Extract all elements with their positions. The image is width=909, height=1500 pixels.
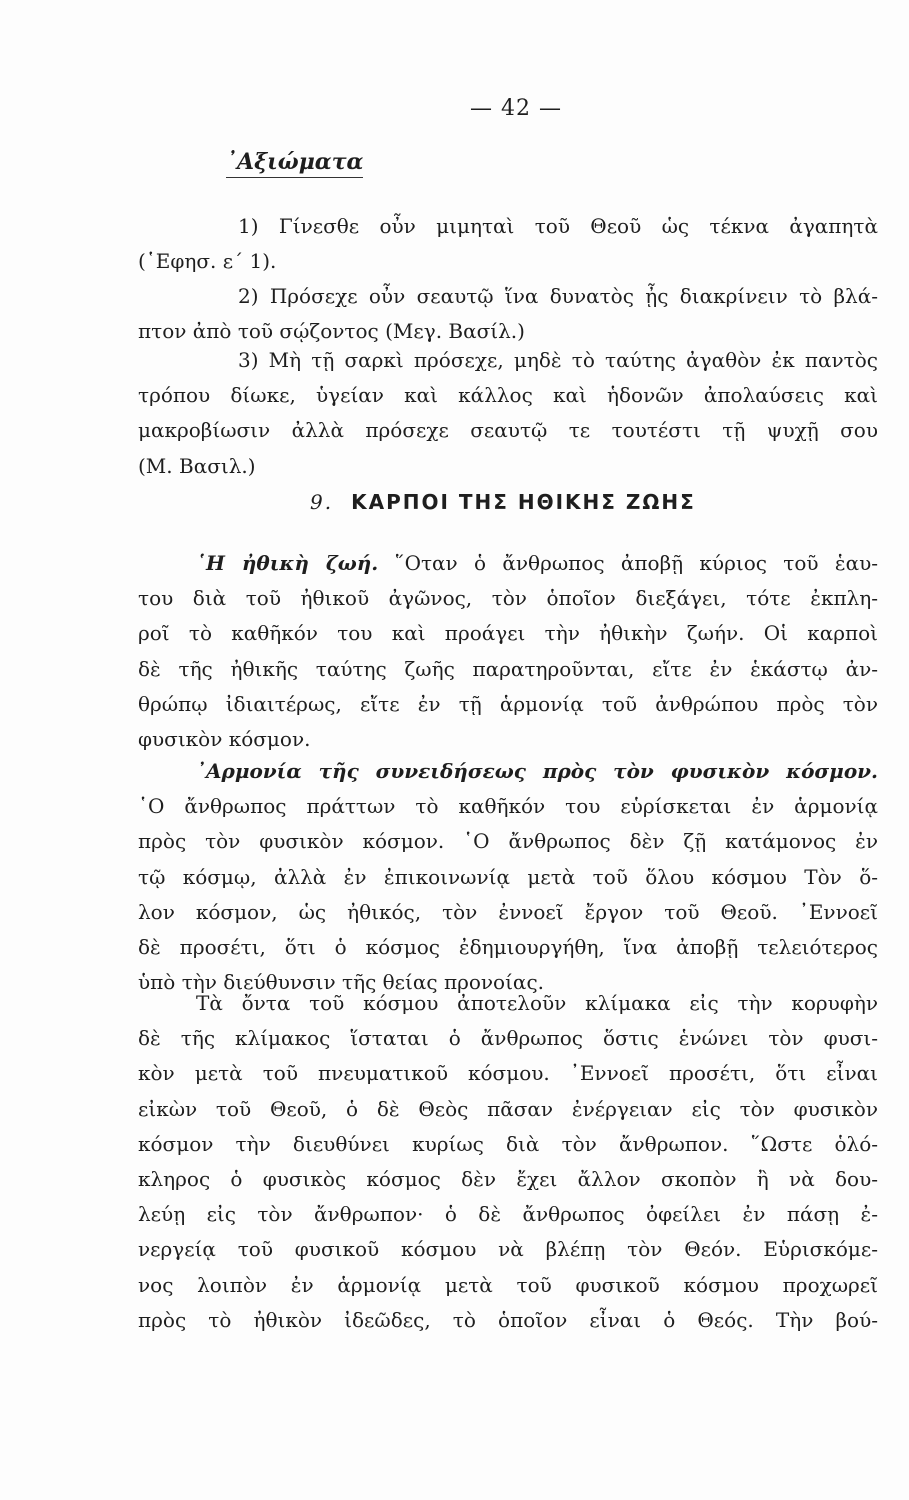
text-line: φυσικὸν κόσμον. <box>138 727 311 752</box>
paragraph-lead: ῾Η ἠθικὴ ζωή. <box>196 551 379 575</box>
text-line: δὲ προσέτι, ὅτι ὁ κόσμος ἐδημιουργήθη, ἵνα ἀποβῇ τελειότερος <box>138 935 878 960</box>
text-line: (῾Εφησ. ε΄ 1). <box>138 249 277 274</box>
text-line: δὲ τῆς ἠθικῆς ταύτης ζωῆς παρατηροῦνται, εἴτε ἐν ἑκάστῳ ἀν- <box>138 656 878 681</box>
text-line: (Μ. Βασιλ.) <box>138 453 256 478</box>
text-line: πρὸς τὸν φυσικὸν κόσμον. ῾Ο ἄνθρωπος δὲν ζῇ κατάμονος ἐν <box>138 829 878 854</box>
page-number: — 42 — <box>470 96 562 121</box>
text-line: τρόπου δίωκε, ὑγείαν καὶ κάλλος καὶ ἡδονῶν ἀπολαύσεις καὶ <box>138 383 878 408</box>
text-line: ροῖ τὸ καθῆκόν του καὶ προάγει τὴν ἠθικὴν ζωήν. Οἱ καρποὶ <box>138 621 878 646</box>
axiom-1 <box>138 209 878 279</box>
section-heading: ᾿Αξιώματα <box>226 149 363 178</box>
text-line: του διὰ τοῦ ἠθικοῦ ἀγῶνος, τὸν ὁποῖον διεξάγει, τότε ἐκπλη- <box>138 586 878 611</box>
text-line: λον κόσμον, ὡς ἠθικός, τὸν ἐννοεῖ ἔργον τοῦ Θεοῦ. ᾿Εννοεῖ <box>138 899 878 924</box>
text-line: 1) Γίνεσθε οὖν μιμηταὶ τοῦ Θεοῦ ὡς τέκνα ἀγαπητὰ <box>238 214 878 238</box>
final-paragraph <box>138 986 878 1338</box>
paragraph-lead <box>138 754 878 789</box>
text-line: μακροβίωσιν ἀλλὰ πρόσεχε σεαυτῷ τε τουτέστι τῇ ψυχῇ σου <box>138 418 878 443</box>
text-line: ὑπὸ τὴν διεύθυνσιν τῆς θείας προνοίας. <box>138 970 544 995</box>
text-line: Τὰ ὄντα τοῦ κόσμου ἀποτελοῦν κλίμακα εἰς τὴν κορυφὴν <box>196 991 878 1015</box>
ethics-paragraph <box>138 546 878 757</box>
text-line: κληρος ὁ φυσικὸς κόσμος δὲν ἔχει ἄλλον σκοπὸν ἢ νὰ δου- <box>138 1167 878 1192</box>
chapter-title <box>310 490 696 514</box>
text-line: τῷ κόσμῳ, ἀλλὰ ἐν ἐπικοινωνίᾳ μετὰ τοῦ ὅλου κόσμου Τὸν ὅ- <box>138 864 878 889</box>
text-line <box>138 546 878 581</box>
chapter-title-text: ΚΑΡΠΟΙ ΤΗΣ ΗΘΙΚΗΣ ΖΩΗΣ <box>351 490 696 514</box>
text-line: νος λοιπὸν ἐν ἁρμονίᾳ μετὰ τοῦ φυσικοῦ κόσμου προχωρεῖ <box>138 1272 878 1297</box>
axiom-2 <box>138 279 878 349</box>
text-line: κὸν μετὰ τοῦ πνευματικοῦ κόσμου. ᾿Εννοεῖ προσέτι, ὅτι εἶναι <box>138 1061 878 1086</box>
text-line: ῾Ο ἄνθρωπος πράττων τὸ καθῆκόν του εὑρίσκεται ἐν ἁρμονίᾳ <box>138 794 878 819</box>
text-line: πρὸς τὸ ἠθικὸν ἰδεῶδες, τὸ ὁποῖον εἶναι ὁ Θεός. Τὴν βού- <box>138 1307 878 1332</box>
text-line: κόσμον τὴν διευθύνει κυρίως διὰ τὸν ἄνθρωπον. ῞Ωστε ὁλό- <box>138 1131 878 1156</box>
text-line: λεύῃ εἰς τὸν ἄνθρωπον· ὁ δὲ ἄνθρωπος ὀφείλει ἐν πάσῃ ἐ- <box>138 1202 878 1227</box>
text-line: 2) Πρόσεχε οὖν σεαυτῷ ἵνα δυνατὸς ᾖς διακρίνειν τὸ βλά- <box>238 284 878 308</box>
harmony-paragraph <box>138 754 878 1000</box>
text-line: δὲ τῆς κλίμακος ἵσταται ὁ ἄνθρωπος ὅστις ἑνώνει τὸν φυσι- <box>138 1026 878 1051</box>
chapter-number: 9. <box>310 490 334 514</box>
text-line: νεργείᾳ τοῦ φυσικοῦ κόσμου νὰ βλέπῃ τὸν Θεόν. Εὑρισκόμε- <box>138 1237 878 1262</box>
paragraph-lead-text: ᾿Αρμονία τῆς συνειδήσεως πρὸς τὸν φυσικὸν κόσμον. <box>196 759 878 783</box>
axiom-3 <box>138 343 878 484</box>
text-line: 3) Μὴ τῇ σαρκὶ πρόσεχε, μηδὲ τὸ ταύτης ἀγαθὸν ἐκ παντὸς <box>238 348 878 372</box>
text-line: εἰκὼν τοῦ Θεοῦ, ὁ δὲ Θεὸς πᾶσαν ἐνέργειαν εἰς τὸν φυσικὸν <box>138 1096 878 1121</box>
text-line-rest: ῞Οταν ὁ ἄνθρωπος ἀποβῇ κύριος τοῦ ἑαυ- <box>378 551 878 575</box>
text-line: θρώπῳ ἰδιαιτέρως, εἴτε ἐν τῇ ἁρμονίᾳ τοῦ ἀνθρώπου πρὸς τὸν <box>138 691 878 716</box>
text-line: πτον ἀπὸ τοῦ σῴζοντος (Μεγ. Βασίλ.) <box>138 319 525 344</box>
